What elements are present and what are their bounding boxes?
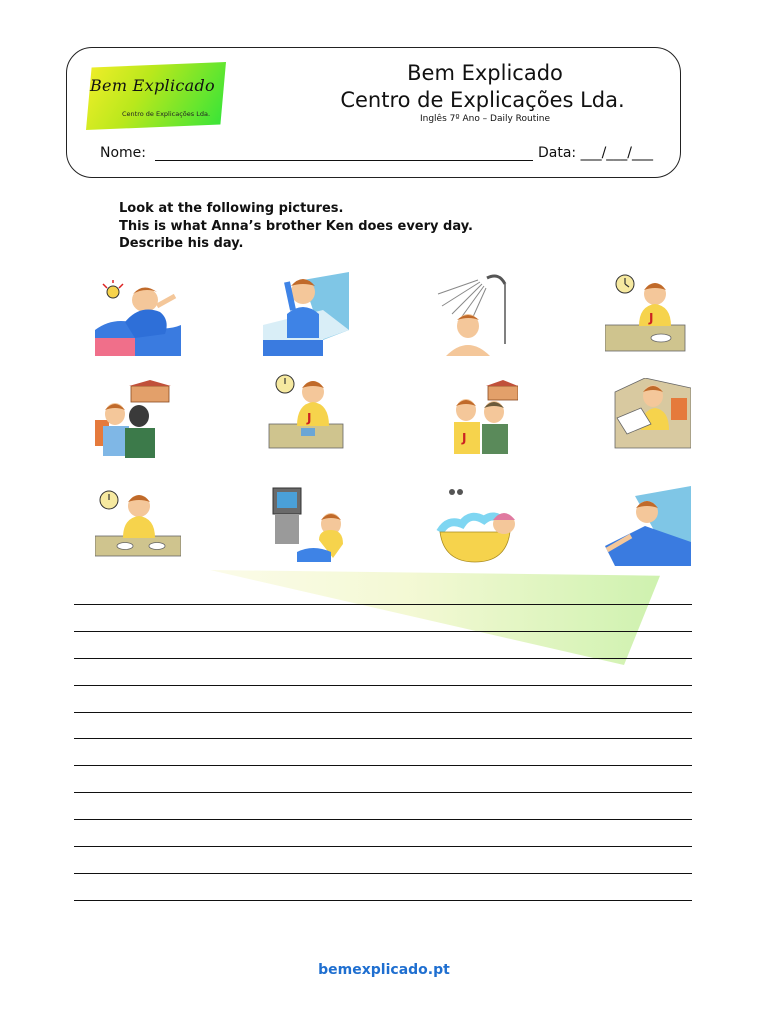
watch-tv-picture bbox=[263, 486, 349, 572]
friends-at-school-picture bbox=[432, 380, 518, 466]
instructions bbox=[119, 200, 473, 253]
writing-line[interactable] bbox=[74, 632, 692, 659]
writing-line[interactable] bbox=[74, 713, 692, 740]
svg-text:J: J bbox=[307, 411, 312, 425]
writing-line[interactable] bbox=[74, 686, 692, 713]
svg-text:J: J bbox=[649, 311, 654, 325]
breakfast-picture bbox=[605, 270, 691, 356]
course-label: Inglês 7º Ano – Daily Routine bbox=[419, 114, 551, 124]
go-to-bed-picture bbox=[605, 486, 691, 572]
logo-subtitle: Centro de Explicações Lda. bbox=[122, 110, 211, 118]
lunch-at-table-picture bbox=[263, 372, 349, 458]
writing-line[interactable] bbox=[74, 847, 692, 874]
logo-title: Bem Explicado bbox=[90, 76, 215, 95]
svg-text:J: J bbox=[462, 431, 467, 445]
footer-website-link[interactable]: bemexplicado.pt bbox=[318, 962, 450, 978]
page-subtitle: Centro de Explicações Lda. bbox=[340, 88, 625, 112]
writing-line[interactable] bbox=[74, 605, 692, 632]
instruction-line: Describe his day. bbox=[119, 236, 244, 251]
instruction-line: This is what Anna’s brother Ken does every day. bbox=[119, 218, 473, 234]
writing-line[interactable] bbox=[74, 793, 692, 820]
name-label: Nome: bbox=[100, 145, 147, 161]
wake-up-alarm-picture bbox=[95, 270, 181, 356]
walk-to-school-picture bbox=[95, 380, 181, 466]
writing-line[interactable] bbox=[74, 766, 692, 793]
writing-line[interactable] bbox=[74, 874, 692, 901]
name-field[interactable] bbox=[155, 160, 533, 161]
page-title: Bem Explicado bbox=[407, 61, 563, 85]
writing-line[interactable] bbox=[74, 659, 692, 686]
bath-picture bbox=[432, 486, 518, 572]
homework-picture bbox=[605, 378, 691, 464]
dinner-picture bbox=[95, 486, 181, 572]
stretch-in-bed-picture bbox=[263, 270, 349, 356]
writing-line[interactable] bbox=[74, 820, 692, 847]
logo bbox=[86, 62, 226, 130]
writing-area[interactable] bbox=[74, 604, 692, 901]
date-field[interactable]: Data: ___/___/___ bbox=[538, 145, 654, 161]
logo-background bbox=[86, 62, 226, 130]
shower-picture bbox=[432, 270, 518, 356]
instruction-line: Look at the following pictures. bbox=[119, 201, 344, 216]
writing-line[interactable] bbox=[74, 739, 692, 766]
